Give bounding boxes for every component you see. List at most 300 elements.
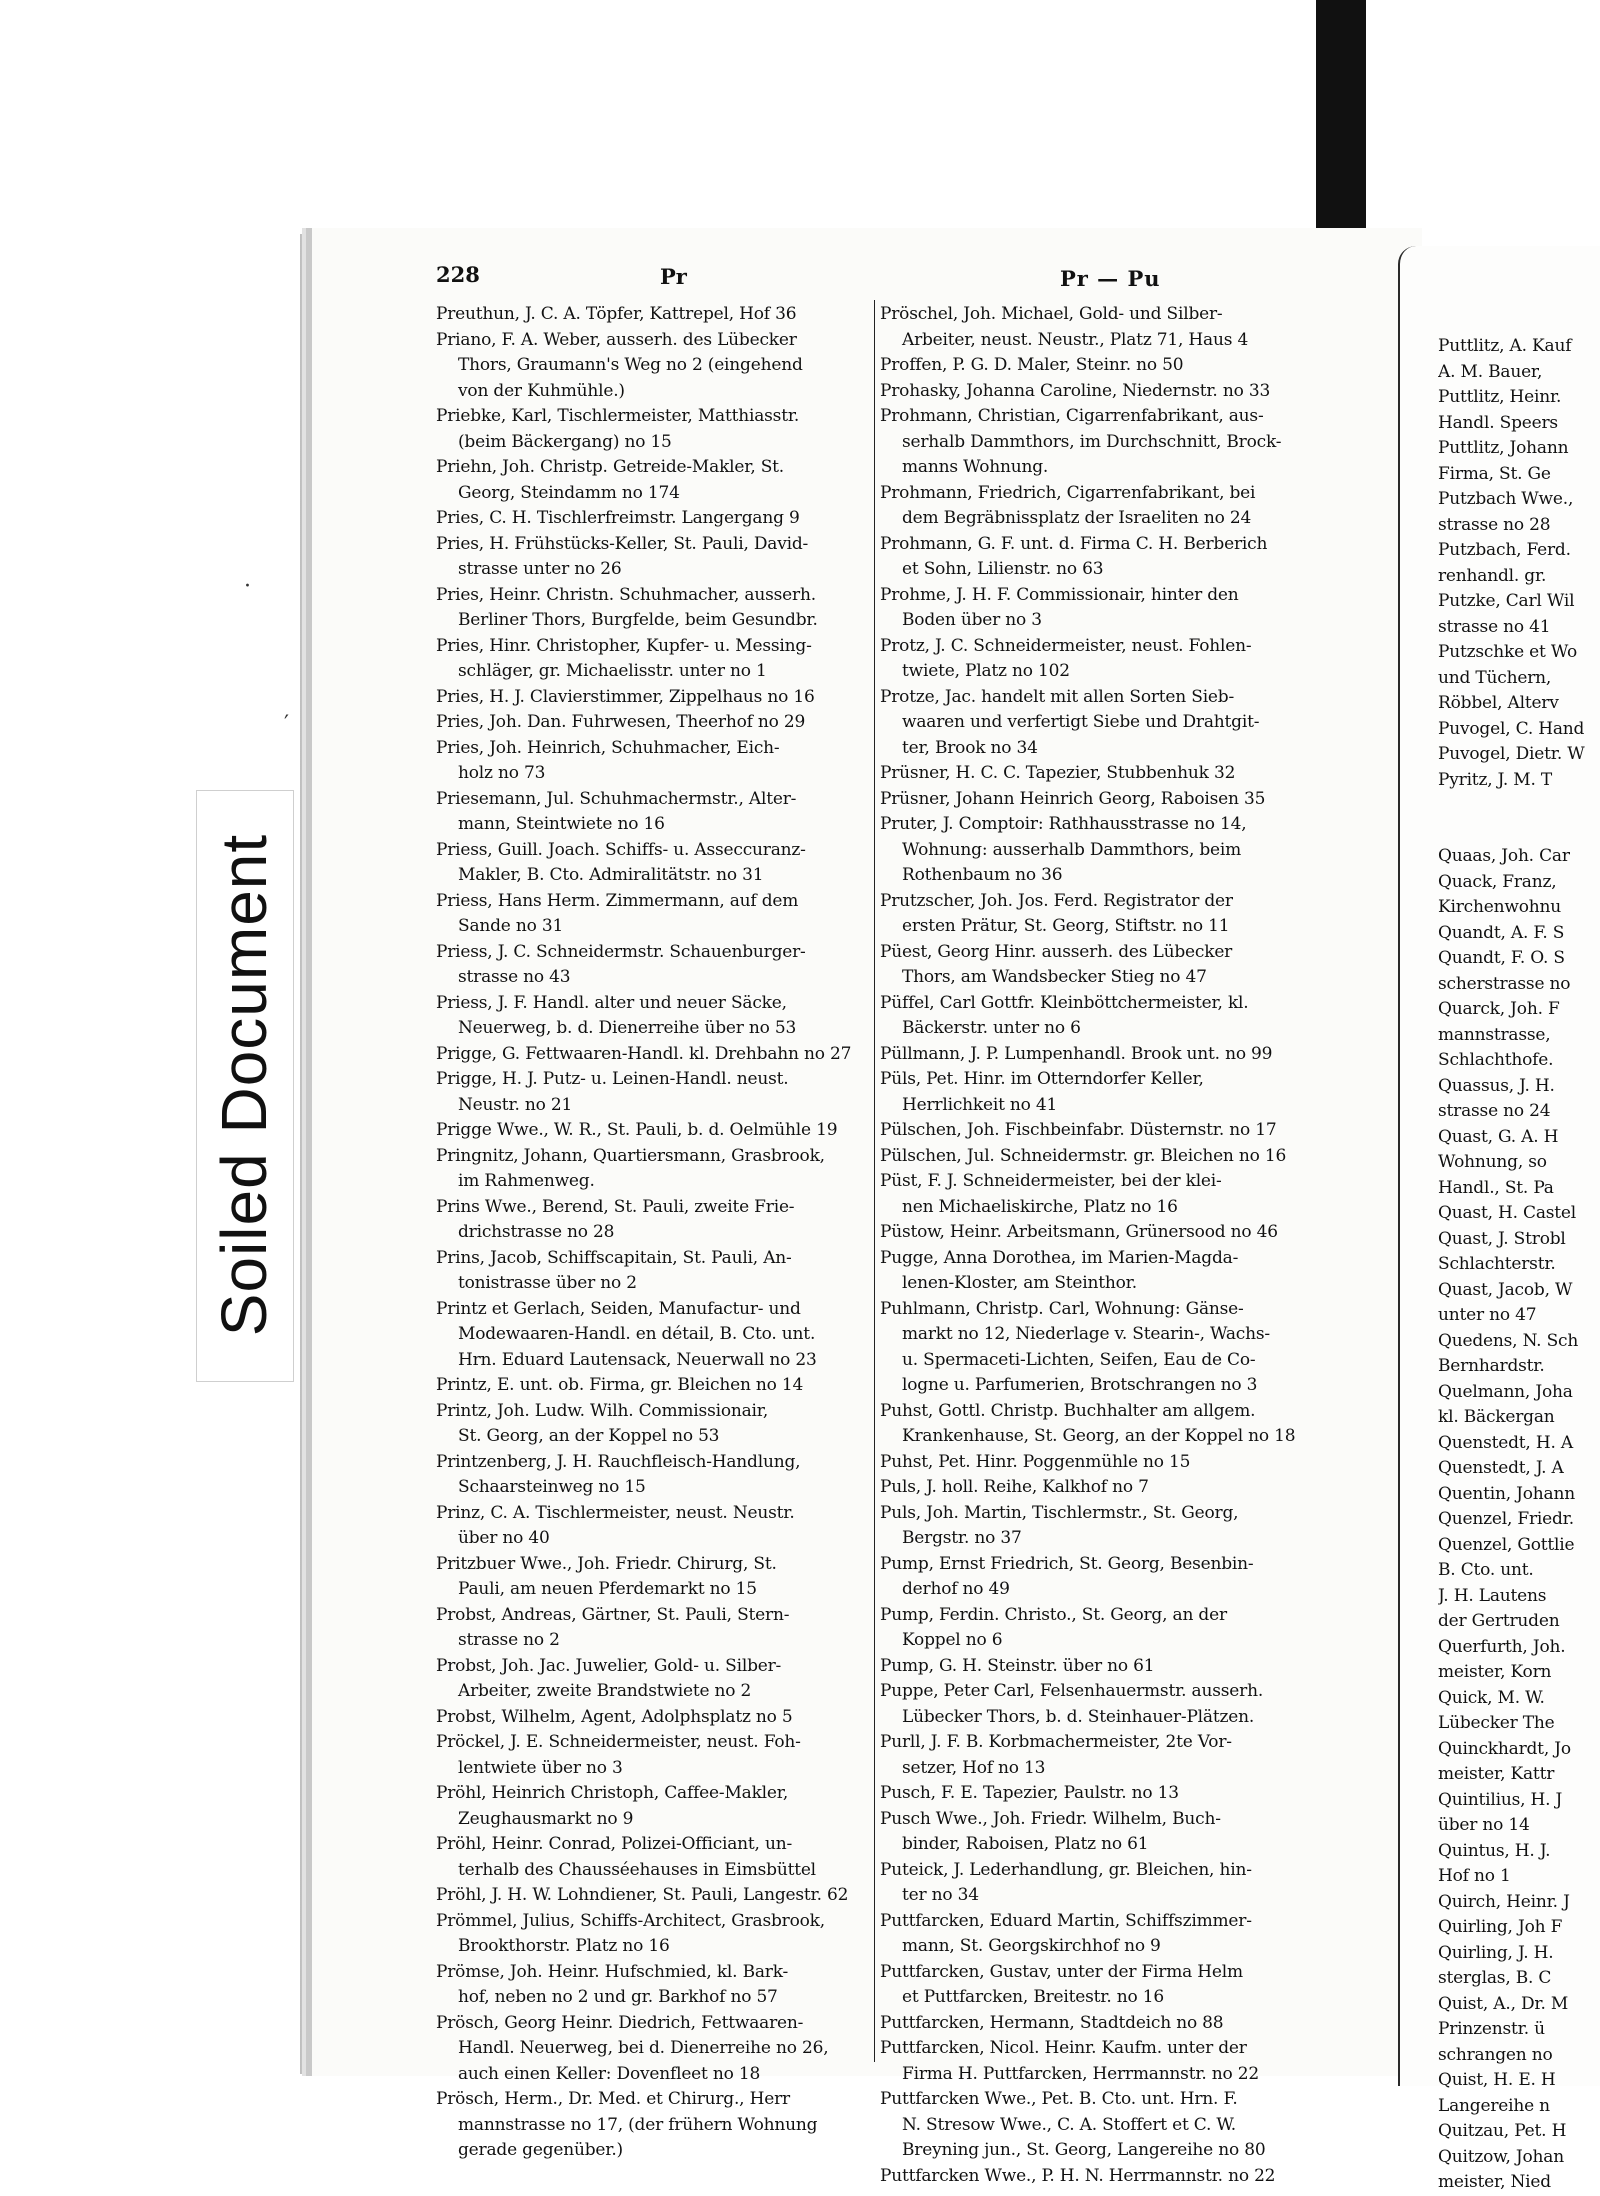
directory-entry (880, 1220, 1342, 1246)
directory-entry (436, 838, 874, 889)
entry-continuation: strasse no 2 (458, 1630, 560, 1650)
entry-continuation: lentwiete über no 3 (458, 1757, 623, 1778)
entry-continuation: schläger, gr. Michaelisstr. unter no 1 (458, 661, 767, 681)
directory-entry (1438, 742, 1600, 768)
directory-entry (436, 991, 874, 1042)
entry-line: Quarck, Joh. F (1438, 999, 1560, 1019)
entry-continuation: terhalb des Chausséehauses in Eimsbüttel (458, 1859, 816, 1880)
directory-entry (436, 532, 874, 583)
directory-entry (880, 940, 1342, 991)
entry-line: Puttfarcken, Hermann, Stadtdeich no 88 (880, 2012, 1224, 2033)
entry-continuation: Pauli, am neuen Pferdemarkt no 15 (458, 1579, 757, 1599)
entry-continuation: im Rahmenweg. (458, 1171, 595, 1191)
entry-line: Pülschen, Joh. Fischbeinfabr. Düsternstr. no 17 (880, 1120, 1277, 1140)
entry-line: Putzbach Wwe., (1438, 489, 1574, 509)
directory-entry (1438, 946, 1600, 972)
entry-line: Schlachterstr. (1438, 1254, 1556, 1274)
directory-entry (436, 889, 874, 940)
directory-entry (880, 889, 1342, 940)
directory-entry (436, 1909, 874, 1960)
directory-entry (1438, 2119, 1600, 2145)
entry-line: strasse no 28 (1438, 514, 1551, 535)
directory-entry (880, 685, 1342, 762)
entry-line: Quenzel, Friedr. (1438, 1509, 1574, 1529)
entry-continuation: Handl. Neuerweg, bei d. Dienerreihe no 26, (458, 2038, 829, 2058)
entry-line: Quenzel, Gottlie (1438, 1534, 1575, 1555)
entry-line: Pringnitz, Johann, Quartiersmann, Grasbrook, (436, 1145, 825, 1166)
entry-continuation: auch einen Keller: Dovenfleet no 18 (458, 2063, 761, 2084)
directory-entry (880, 2011, 1342, 2037)
entry-continuation: gerade gegenüber.) (458, 2140, 623, 2160)
entry-line: Printz et Gerlach, Seiden, Manufactur- und (436, 1298, 801, 1319)
directory-entry (880, 1960, 1342, 2011)
entry-line: Priess, J. F. Handl. alter und neuer Säcke, (436, 992, 787, 1013)
directory-entry (436, 787, 874, 838)
entry-line: Langereihe n (1438, 2095, 1550, 2116)
directory-entry (436, 1552, 874, 1603)
directory-entry (436, 302, 874, 328)
entry-line: Proffen, P. G. D. Maler, Steinr. no 50 (880, 355, 1184, 375)
middle-column (880, 302, 1342, 2189)
directory-entry (1438, 334, 1600, 360)
entry-line: schrangen no (1438, 2044, 1553, 2065)
entry-continuation: et Sohn, Lilienstr. no 63 (902, 559, 1104, 579)
entry-continuation: Neustr. no 21 (458, 1094, 573, 1115)
entry-continuation: Brookthorstr. Platz no 16 (458, 1936, 670, 1956)
directory-entry (1438, 1992, 1600, 2018)
entry-continuation: Bäckerstr. unter no 6 (902, 1018, 1081, 1038)
directory-entry (436, 1450, 874, 1501)
directory-entry (1438, 2068, 1600, 2094)
entry-line: strasse no 24 (1438, 1101, 1551, 1121)
directory-entry (880, 1909, 1342, 1960)
entry-line: Bernhardstr. (1438, 1356, 1545, 1376)
entry-line: Pyritz, J. M. T (1438, 769, 1553, 790)
directory-entry (436, 455, 874, 506)
entry-continuation: et Puttfarcken, Breitestr. no 16 (902, 1987, 1164, 2007)
directory-entry (436, 1067, 874, 1118)
entry-line: Quist, H. E. H (1438, 2070, 1556, 2090)
entry-line: Puttfarcken Wwe., Pet. B. Cto. unt. Hrn. F. (880, 2089, 1238, 2109)
entry-continuation: Herrlichkeit no 41 (902, 1094, 1058, 1115)
directory-entry (436, 1603, 874, 1654)
entry-line: Pröckel, J. E. Schneidermeister, neust. Foh- (436, 1732, 801, 1752)
directory-entry (436, 710, 874, 736)
directory-entry (880, 481, 1342, 532)
entry-line: renhandl. gr. (1438, 565, 1547, 586)
directory-entry (1438, 1329, 1600, 1355)
entry-line: Protze, Jac. handelt mit allen Sorten Sieb- (880, 686, 1235, 707)
entry-line: Puttfarcken Wwe., P. H. N. Herrmannstr. no 22 (880, 2165, 1276, 2186)
entry-line: Priess, Guill. Joach. Schiffs- u. Asseccuranz- (436, 839, 806, 860)
entry-line: Prinzenstr. ü (1438, 2019, 1545, 2039)
directory-entry (1438, 2170, 1600, 2196)
directory-entry (1438, 1125, 1600, 1151)
directory-entry (436, 1373, 874, 1399)
entry-line: Priebke, Karl, Tischlermeister, Matthiasstr. (436, 406, 800, 426)
directory-entry (436, 1195, 874, 1246)
entry-continuation: Zeughausmarkt no 9 (458, 1808, 634, 1829)
entry-line: Puteick, J. Lederhandlung, gr. Bleichen, hin- (880, 1859, 1252, 1880)
directory-entry (1438, 972, 1600, 998)
directory-entry (1438, 870, 1600, 896)
directory-entry (1438, 1303, 1600, 1329)
entry-line: Pries, Joh. Dan. Fuhrwesen, Theerhof no 29 (436, 712, 806, 732)
entry-continuation: Berliner Thors, Burgfelde, beim Gesundbr. (458, 610, 818, 630)
directory-entry (436, 634, 874, 685)
entry-continuation: tonistrasse über no 2 (458, 1273, 637, 1293)
directory-entry (1438, 1405, 1600, 1431)
entry-line: Prohmann, Friedrich, Cigarrenfabrikant, bei (880, 482, 1256, 503)
directory-entry (1438, 1941, 1600, 1967)
entry-line: Prigge Wwe., W. R., St. Pauli, b. d. Oelmühle 19 (436, 1120, 838, 1140)
directory-entry (1438, 1278, 1600, 1304)
entry-continuation: manns Wohnung. (902, 457, 1049, 477)
entry-line: Printz, E. unt. ob. Firma, gr. Bleichen no 14 (436, 1375, 804, 1395)
directory-entry (1438, 360, 1600, 386)
entry-continuation: waaren und verfertigt Siebe und Drahtgit- (902, 712, 1260, 732)
directory-entry (1438, 1737, 1600, 1763)
column-divider (874, 300, 875, 2062)
entry-line: Quirling, J. H. (1438, 1942, 1554, 1963)
entry-line: Röbbel, Alterv (1438, 693, 1559, 713)
entry-continuation: setzer, Hof no 13 (902, 1757, 1046, 1778)
directory-entry (1438, 1507, 1600, 1533)
entry-line: Quandt, F. O. S (1438, 948, 1565, 968)
directory-entry (1438, 819, 1600, 845)
directory-entry (436, 1883, 874, 1909)
running-head-left: Pr (660, 264, 687, 289)
directory-entry (1438, 1966, 1600, 1992)
entry-line: meister, Nied (1438, 2172, 1551, 2192)
directory-entry (880, 1679, 1342, 1730)
directory-entry (1438, 1609, 1600, 1635)
directory-entry (880, 353, 1342, 379)
entry-line: meister, Korn (1438, 1662, 1552, 1682)
entry-line: B. Cto. unt. (1438, 1560, 1534, 1580)
entry-line: Puls, Joh. Martin, Tischlermstr., St. Georg, (880, 1502, 1239, 1523)
directory-entry (436, 328, 874, 405)
entry-line: Hof no 1 (1438, 1866, 1511, 1886)
directory-entry (1438, 1533, 1600, 1559)
directory-entry (1438, 1635, 1600, 1661)
entry-line: Pump, Ernst Friedrich, St. Georg, Besenbin- (880, 1553, 1254, 1574)
entry-continuation: ter no 34 (902, 1885, 979, 1905)
directory-entry (1438, 1660, 1600, 1686)
entry-line (1438, 819, 1600, 845)
entry-line: Purll, J. F. B. Korbmachermeister, 2te Vor- (880, 1732, 1232, 1752)
entry-line: Quintus, H. J. (1438, 1840, 1551, 1861)
directory-entry (880, 1475, 1342, 1501)
entry-line: Prohme, J. H. F. Commissionair, hinter den (880, 584, 1239, 605)
entry-line: Quandt, A. F. S (1438, 922, 1565, 943)
entry-continuation: Thors, Graumann's Weg no 2 (eingehend (458, 355, 803, 375)
directory-entry (1438, 2094, 1600, 2120)
entry-continuation: nen Michaeliskirche, Platz no 16 (902, 1196, 1178, 1217)
entry-line: Priehn, Joh. Christp. Getreide-Makler, St. (436, 457, 785, 477)
entry-line: Priesemann, Jul. Schuhmachermstr., Alter- (436, 788, 797, 809)
entry-line: Quaas, Joh. Car (1438, 846, 1570, 866)
directory-entry (1438, 2043, 1600, 2069)
entry-line: Püls, Pet. Hinr. im Otterndorfer Keller, (880, 1069, 1204, 1089)
entry-line: Priano, F. A. Weber, ausserh. des Lübecker (436, 329, 797, 350)
entry-continuation: u. Spermaceti-Lichten, Seifen, Eau de Co- (902, 1349, 1256, 1370)
entry-line: Protz, J. C. Schneidermeister, neust. Fohlen- (880, 635, 1252, 656)
entry-line: Quedens, N. Sch (1438, 1330, 1579, 1351)
left-column (436, 302, 874, 2164)
directory-entry (1438, 1864, 1600, 1890)
directory-entry (880, 1730, 1342, 1781)
page-stack-edge (300, 234, 312, 2074)
directory-entry (1438, 717, 1600, 743)
entry-continuation: binder, Raboisen, Platz no 61 (902, 1834, 1149, 1854)
directory-entry (880, 2087, 1342, 2164)
entry-continuation: (beim Bäckergang) no 15 (458, 431, 672, 452)
entry-line: Putzschke et Wo (1438, 642, 1577, 662)
directory-entry (1438, 385, 1600, 411)
directory-entry (880, 1781, 1342, 1807)
entry-line: Prins, Jacob, Schiffscapitain, St. Pauli, An- (436, 1247, 792, 1268)
entry-line: kl. Bäckergan (1438, 1407, 1555, 1427)
directory-entry (880, 1246, 1342, 1297)
directory-entry (880, 583, 1342, 634)
right-column-fragment (1438, 334, 1600, 2196)
entry-line: J. H. Lautens (1438, 1585, 1547, 1606)
entry-line: Probst, Joh. Jac. Juwelier, Gold- u. Silber- (436, 1655, 782, 1676)
directory-entry (880, 379, 1342, 405)
entry-line: Quenstedt, H. A (1438, 1432, 1573, 1453)
entry-continuation: mannstrasse no 17, (der frühern Wohnung (458, 2114, 818, 2135)
entry-line: Firma, St. Ge (1438, 463, 1551, 484)
entry-line: strasse no 41 (1438, 616, 1551, 637)
entry-continuation: Firma H. Puttfarcken, Herrmannstr. no 22 (902, 2063, 1260, 2084)
entry-line: Prösch, Georg Heinr. Diedrich, Fettwaaren- (436, 2012, 804, 2033)
entry-line: meister, Kattr (1438, 1764, 1555, 1784)
stray-mark: · (244, 574, 251, 599)
directory-entry (436, 1501, 874, 1552)
entry-continuation: Boden über no 3 (902, 610, 1042, 630)
directory-entry (1438, 1354, 1600, 1380)
directory-entry (1438, 2145, 1600, 2171)
entry-line: Quelmann, Joha (1438, 1381, 1573, 1402)
entry-line: Printzenberg, J. H. Rauchfleisch-Handlung, (436, 1451, 801, 1472)
entry-line: Quast, H. Castel (1438, 1203, 1577, 1223)
directory-entry (1438, 1456, 1600, 1482)
directory-entry (436, 506, 874, 532)
entry-line: Prigge, H. J. Putz- u. Leinen-Handl. neust. (436, 1069, 789, 1089)
entry-line: und Tüchern, (1438, 667, 1552, 688)
entry-line: Puttlitz, Heinr. (1438, 387, 1562, 407)
entry-continuation: Thors, am Wandsbecker Stieg no 47 (902, 967, 1207, 987)
entry-line (1438, 793, 1600, 819)
entry-continuation: logne u. Parfumerien, Brotschrangen no 3 (902, 1375, 1258, 1395)
entry-line: Putzbach, Ferd. (1438, 540, 1571, 560)
directory-entry (880, 634, 1342, 685)
entry-line: Puttfarcken, Gustav, unter der Firma Helm (880, 1961, 1243, 1982)
entry-line: Pröhl, Heinrich Christoph, Caffee-Makler, (436, 1783, 789, 1803)
directory-entry (880, 1042, 1342, 1068)
entry-continuation: über no 40 (458, 1528, 550, 1548)
page-number: 228 (436, 262, 480, 287)
entry-line: Quentin, Johann (1438, 1483, 1575, 1504)
entry-continuation: mann, Steintwiete no 16 (458, 814, 665, 834)
entry-line: Puls, J. holl. Reihe, Kalkhof no 7 (880, 1477, 1149, 1497)
entry-line: Prömmel, Julius, Schiffs-Architect, Grasbrook, (436, 1910, 825, 1931)
entry-line: Quinckhardt, Jo (1438, 1738, 1571, 1759)
entry-line: Pries, Heinr. Christn. Schuhmacher, ausserh. (436, 584, 816, 605)
entry-line: mannstrasse, (1438, 1024, 1551, 1045)
directory-entry (1438, 513, 1600, 539)
directory-entry (880, 812, 1342, 889)
entry-line: Puhst, Gottl. Christp. Buchhalter am allgem. (880, 1400, 1256, 1421)
directory-entry (1438, 1023, 1600, 1049)
directory-entry (1438, 1584, 1600, 1610)
entry-continuation: serhalb Dammthors, im Durchschnitt, Brock- (902, 431, 1282, 452)
entry-continuation: Neuerweg, b. d. Dienerreihe über no 53 (458, 1018, 797, 1038)
directory-entry (1438, 895, 1600, 921)
entry-line: Handl., St. Pa (1438, 1177, 1554, 1198)
directory-entry (1438, 640, 1600, 666)
entry-continuation: markt no 12, Niederlage v. Stearin-, Wachs- (902, 1324, 1270, 1344)
directory-entry (436, 1297, 874, 1374)
directory-entry (880, 2036, 1342, 2087)
directory-entry (436, 736, 874, 787)
directory-entry (880, 1501, 1342, 1552)
soiled-label-text: Soiled Document (208, 833, 280, 1337)
directory-entry (1438, 1839, 1600, 1865)
entry-line: Pries, C. H. Tischlerfreimstr. Langergang 9 (436, 508, 800, 528)
directory-entry (1438, 1890, 1600, 1916)
entry-line: Püstow, Heinr. Arbeitsmann, Grünersood no 46 (880, 1222, 1278, 1242)
directory-entry (1438, 2017, 1600, 2043)
directory-entry (880, 1603, 1342, 1654)
directory-entry (1438, 1686, 1600, 1712)
entry-line: Puttfarcken, Nicol. Heinr. Kaufm. unter der (880, 2038, 1247, 2058)
entry-line: Quitzau, Pet. H (1438, 2121, 1567, 2141)
directory-entry (880, 1450, 1342, 1476)
entry-continuation: Koppel no 6 (902, 1630, 1003, 1650)
entry-continuation: hof, neben no 2 und gr. Barkhof no 57 (458, 1987, 778, 2007)
entry-continuation: von der Kuhmühle.) (458, 380, 625, 401)
directory-entry (1438, 1176, 1600, 1202)
soiled-label (196, 790, 292, 1380)
entry-continuation: ter, Brook no 34 (902, 737, 1038, 758)
entry-line: Prohmann, Christian, Cigarrenfabrikant, aus- (880, 406, 1264, 426)
entry-line: Pusch Wwe., Joh. Friedr. Wilhelm, Buch- (880, 1808, 1221, 1829)
entry-line: Prohasky, Johanna Caroline, Niedernstr. no 33 (880, 380, 1271, 401)
directory-entry (880, 1807, 1342, 1858)
entry-continuation: Georg, Steindamm no 174 (458, 482, 680, 503)
entry-line: Handl. Speers (1438, 412, 1558, 433)
entry-line: Püllmann, J. P. Lumpenhandl. Brook unt. no 99 (880, 1043, 1273, 1064)
entry-continuation: St. Georg, an der Koppel no 53 (458, 1426, 720, 1446)
entry-line: über no 14 (1438, 1815, 1530, 1835)
directory-entry (436, 2011, 874, 2088)
directory-entry (436, 2087, 874, 2164)
directory-entry (1438, 1788, 1600, 1814)
directory-entry (1438, 487, 1600, 513)
entry-line: Priess, J. C. Schneidermstr. Schauenburger- (436, 941, 806, 962)
entry-line: Priess, Hans Herm. Zimmermann, auf dem (436, 890, 799, 911)
entry-line: Puttfarcken, Eduard Martin, Schiffszimmer- (880, 1910, 1252, 1931)
entry-line: sterglas, B. C (1438, 1968, 1552, 1988)
entry-continuation: Makler, B. Cto. Admiralitätstr. no 31 (458, 865, 764, 885)
directory-entry (1438, 538, 1600, 564)
directory-entry (880, 1399, 1342, 1450)
directory-entry (1438, 666, 1600, 692)
directory-entry (880, 1144, 1342, 1170)
entry-line: Puhst, Pet. Hinr. Poggenmühle no 15 (880, 1451, 1191, 1472)
entry-continuation: twiete, Platz no 102 (902, 661, 1070, 681)
entry-line: Pugge, Anna Dorothea, im Marien-Magda- (880, 1247, 1239, 1268)
entry-line: Quirling, Joh F (1438, 1917, 1563, 1937)
entry-continuation: ersten Prätur, St. Georg, Stiftstr. no 11 (902, 916, 1230, 936)
entry-continuation: Arbeiter, neust. Neustr., Platz 71, Haus 4 (902, 329, 1249, 350)
entry-line: Preuthun, J. C. A. Töpfer, Kattrepel, Hof 36 (436, 304, 797, 324)
directory-entry (436, 940, 874, 991)
directory-entry (1438, 691, 1600, 717)
entry-line: Püst, F. J. Schneidermeister, bei der klei- (880, 1171, 1222, 1191)
directory-entry (436, 1246, 874, 1297)
entry-line: Prüsner, H. C. C. Tapezier, Stubbenhuk 32 (880, 763, 1236, 783)
entry-line: A. M. Bauer, (1438, 361, 1543, 382)
entry-line: Quast, G. A. H (1438, 1126, 1559, 1147)
stray-mark: ′ (284, 712, 289, 737)
entry-line: Prösch, Herm., Dr. Med. et Chirurg., Herr (436, 2089, 790, 2109)
entry-continuation: mann, St. Georgskirchhof no 9 (902, 1936, 1161, 1956)
directory-entry (1438, 921, 1600, 947)
entry-continuation: strasse no 43 (458, 967, 571, 987)
entry-continuation: Krankenhause, St. Georg, an der Koppel no 18 (902, 1426, 1296, 1446)
entry-line: Puhlmann, Christp. Carl, Wohnung: Gänse- (880, 1298, 1244, 1319)
directory-entry (1438, 1558, 1600, 1584)
entry-line: Probst, Andreas, Gärtner, St. Pauli, Stern- (436, 1604, 790, 1625)
directory-entry (880, 1552, 1342, 1603)
entry-line: Puvogel, Dietr. W (1438, 744, 1585, 764)
directory-entry (1438, 1201, 1600, 1227)
directory-entry (436, 685, 874, 711)
entry-line: Pruter, J. Comptoir: Rathhausstrasse no 14, (880, 814, 1247, 834)
directory-entry (436, 1654, 874, 1705)
directory-entry (1438, 1252, 1600, 1278)
directory-entry (436, 1730, 874, 1781)
entry-line: Quenstedt, J. A (1438, 1458, 1564, 1478)
entry-line: Schlachthofe. (1438, 1050, 1554, 1070)
entry-continuation: Schaarsteinweg no 15 (458, 1477, 646, 1497)
entry-line: scherstrasse no (1438, 973, 1571, 994)
directory-entry (1438, 462, 1600, 488)
directory-entry (880, 761, 1342, 787)
entry-line: Pump, Ferdin. Christo., St. Georg, an der (880, 1604, 1227, 1625)
entry-continuation: strasse unter no 26 (458, 559, 622, 579)
entry-continuation: lenen-Kloster, am Steinthor. (902, 1273, 1137, 1293)
directory-entry (880, 1654, 1342, 1680)
entry-line: Pröschel, Joh. Michael, Gold- und Silber- (880, 304, 1223, 324)
entry-line: Prinz, C. A. Tischlermeister, neust. Neustr. (436, 1502, 795, 1523)
entry-continuation: derhof no 49 (902, 1579, 1010, 1599)
directory-entry (1438, 1711, 1600, 1737)
entry-continuation: Wohnung: ausserhalb Dammthors, beim (902, 839, 1242, 860)
directory-entry (880, 404, 1342, 481)
entry-line: Kirchenwohnu (1438, 897, 1561, 917)
entry-continuation: drichstrasse no 28 (458, 1222, 615, 1242)
directory-entry (1438, 564, 1600, 590)
entry-continuation: Rothenbaum no 36 (902, 865, 1063, 885)
directory-entry (1438, 1380, 1600, 1406)
entry-line: Puppe, Peter Carl, Felsenhauermstr. ausserh. (880, 1681, 1264, 1701)
directory-entry (1438, 589, 1600, 615)
directory-entry (436, 1042, 874, 1068)
